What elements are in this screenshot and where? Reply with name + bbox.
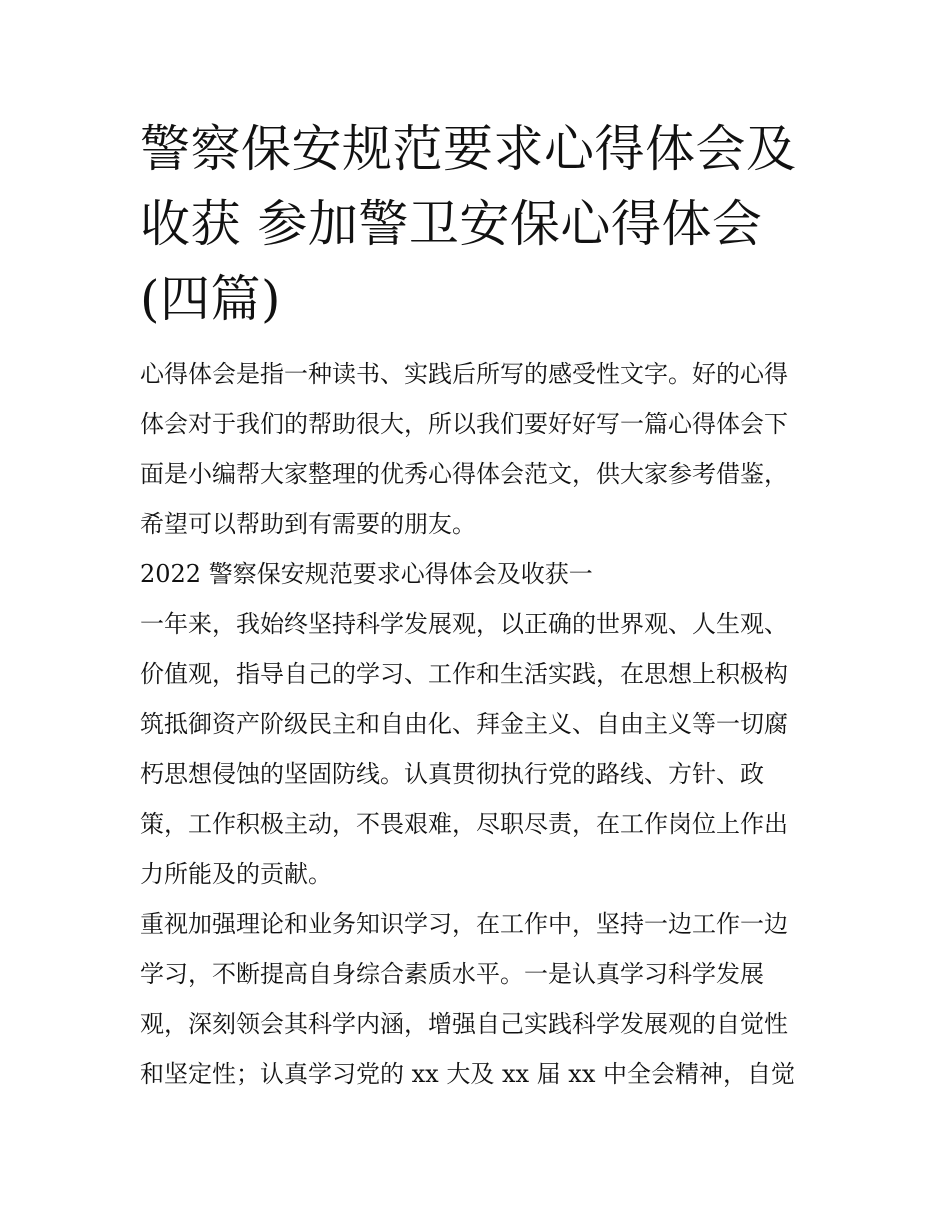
text-line: 体会对于我们的帮助很大，所以我们要好好写一篇心得体会下 xyxy=(140,410,788,438)
text-line: 筑抵御资产阶级民主和自由化、拜金主义、自由主义等一切腐 xyxy=(140,710,788,738)
text-line: 面是小编帮大家整理的优秀心得体会范文，供大家参考借鉴， xyxy=(140,460,788,488)
title-line-1: 警察保安规范要求心得体会及 xyxy=(140,120,797,178)
text-line: 力所能及的贡献。 xyxy=(140,860,332,888)
text-line: 观，深刻领会其科学内涵，增强自己实践科学发展观的自觉性 xyxy=(140,1010,788,1038)
body-paragraph xyxy=(140,899,812,1099)
title-line-2: 收获 参加警卫安保心得体会 xyxy=(140,195,763,253)
text-line: 心得体会是指一种读书、实践后所写的感受性文字。好的心得 xyxy=(140,360,788,388)
text-line: 重视加强理论和业务知识学习，在工作中，坚持一边工作一边 xyxy=(140,910,788,938)
text-line: 价值观，指导自己的学习、工作和生活实践，在思想上积极构 xyxy=(140,660,788,688)
text-line: 策，工作积极主动，不畏艰难，尽职尽责，在工作岗位上作出 xyxy=(140,810,788,838)
document-content xyxy=(140,112,812,1099)
intro-paragraph xyxy=(140,349,812,549)
text-line: 和坚定性；认真学习党的 xx 大及 xx 届 xx 中全会精神，自觉 xyxy=(140,1060,795,1088)
text-line: 希望可以帮助到有需要的朋友。 xyxy=(140,510,476,538)
section-heading xyxy=(140,549,812,599)
text-line: 朽思想侵蚀的坚固防线。认真贯彻执行党的路线、方针、政 xyxy=(140,760,764,788)
text-line: 2022 警察保安规范要求心得体会及收获一 xyxy=(140,560,593,588)
text-line: 学习，不断提高自身综合素质水平。一是认真学习科学发展 xyxy=(140,960,764,988)
document-title xyxy=(140,112,812,337)
title-line-3: (四篇) xyxy=(140,270,282,328)
text-line: 一年来，我始终坚持科学发展观，以正确的世界观、人生观、 xyxy=(140,610,788,638)
body-paragraph xyxy=(140,599,812,899)
document-body xyxy=(140,349,812,1099)
